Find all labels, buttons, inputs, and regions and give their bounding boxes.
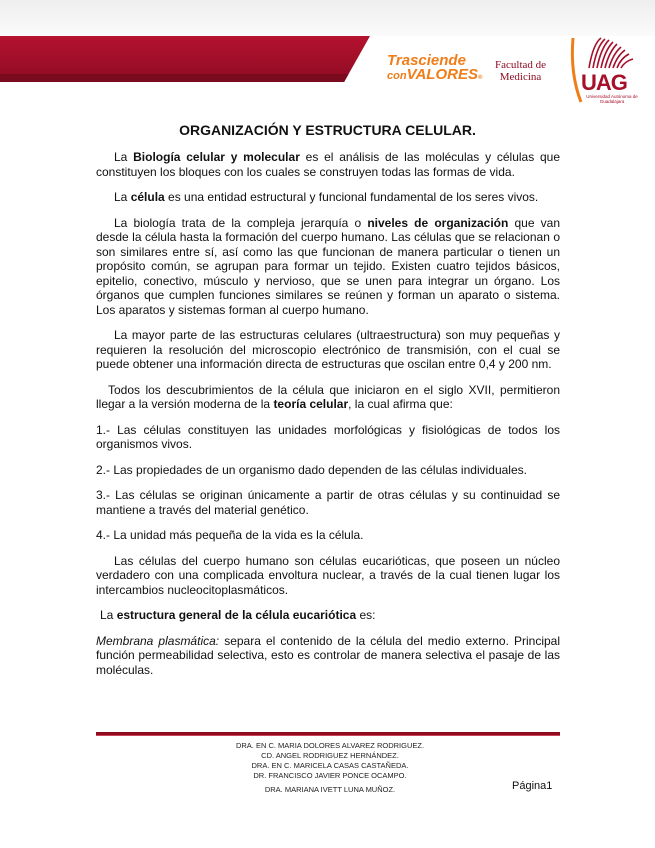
document-body (96, 150, 560, 688)
p5-bold: teoría celular (273, 397, 349, 411)
header-band (0, 0, 655, 36)
footer-divider (96, 732, 560, 736)
author-line: CD. ANGEL RODRIGUEZ HERNÁNDEZ. (261, 751, 399, 760)
p1-text-a: La (114, 150, 134, 164)
page-number: Página1 (512, 780, 553, 792)
slogan-con: con (387, 70, 407, 82)
faculty-line1: Facultad de (495, 59, 547, 71)
logo-text: UAG (581, 70, 627, 95)
list-item: 4.- La unidad más pequeña de la vida es la célula. (96, 528, 364, 542)
paragraph-1 (96, 150, 560, 179)
p5-text-c: , la cual afirma que: (348, 397, 453, 411)
paragraph-2 (96, 190, 560, 205)
author-line: DRA. MARIANA IVETT LUNA MUÑOZ. (264, 785, 396, 794)
author-line: DRA. EN C. MARIA DOLORES ALVAREZ RODRIGUEZ. (235, 741, 425, 750)
p2-text-a: La (114, 190, 131, 204)
p8-text-b: separa el contenido de la célula del medio externo. Principal función permeabilidad selectiva, esto es controlar de manera selectiva el pasaje de las moléculas. (96, 633, 560, 677)
slogan-line1: Trasciende (387, 52, 466, 69)
p7-bold: estructura general de la célula eucariótica (116, 608, 357, 622)
p3-bold: niveles de organización (367, 215, 509, 230)
p8-italic: Membrana plasmática: (96, 633, 220, 648)
p3-text-c: que van desde la célula hasta la formación del cuerpo humano. Las células que se relacionan o son similares entre sí, así como las que funcionan de manera particular o tienen un propósito común, se agrupan para formar un tejido. Existen cuatro tejidos básicos, epitelio, conectivo, músculo y nervioso, que se unen para integrar un órgano. Los órganos que cumplen funciones similares se reúnen y forman un aparato o sistema. Los aparatos y sistemas forman al cuerpo humano. (96, 215, 561, 317)
p1-text-c: es el análisis de las moléculas y células que constituyen los bloques con los cuales se construyen todas las formas de vida. (96, 150, 561, 179)
slogan-line2: conVALORES® (387, 66, 483, 83)
paragraph-5 (96, 383, 560, 412)
p2-text-c: es una entidad estructural y funcional fundamental de los seres vivos. (164, 190, 539, 204)
slogan-valores: VALORES (406, 66, 478, 83)
footer-authors (200, 741, 460, 795)
author-line: DR. FRANCISCO JAVIER PONCE OCAMPO. (253, 771, 407, 780)
p1-bold: Biología celular y molecular (133, 150, 300, 164)
faculty-label (495, 59, 546, 83)
paragraph-8 (96, 634, 560, 678)
p7-text-a: La (100, 608, 117, 622)
header-ribbon (0, 36, 370, 82)
paragraph-3 (96, 216, 560, 318)
list-item: 3.- Las células se originan únicamente a partir de otras células y su continuidad se mantiene a través del material genético. (96, 488, 560, 517)
faculty-line2: Medicina (499, 71, 542, 83)
p5-text-a: Todos los descubrimientos de la célula que iniciaron en el siglo XVII, permitieron llegar a la versión moderna de la (96, 382, 560, 411)
paragraph-7 (96, 608, 560, 623)
list-item: 1.- Las células constituyen las unidades morfológicas y fisiológicas de todos los organismos vivos. (96, 422, 560, 451)
list-item: 2.- Las propiedades de un organismo dado dependen de las células individuales. (96, 462, 527, 477)
author-line: DRA. EN C. MARICELA CASAS CASTAÑEDA. (251, 761, 409, 770)
paragraph-6: Las células del cuerpo humano son células eucarióticas, que poseen un núcleo verdadero con una complicada envoltura nuclear, a través de la cual tienen lugar los intercambios nucleocitoplasmáticos. (96, 553, 560, 597)
page-title: ORGANIZACIÓN Y ESTRUCTURA CELULAR. (179, 122, 476, 138)
p2-bold: célula (130, 190, 165, 204)
p7-text-c: es: (356, 608, 376, 622)
slogan (387, 54, 482, 85)
paragraph-4: La mayor parte de las estructuras celulares (ultraestructura) son muy pequeñas y requieren la resolución del microscopio electrónico de transmisión, con el cual se puede obtener una información directa de estructuras que oscilan entre 0,4 y 200 nm. (96, 328, 560, 371)
p3-text-a: La biología trata de la compleja jerarquía o (114, 215, 368, 230)
logo-subtitle: Universidad Autónoma de Guadalajara (586, 94, 638, 104)
